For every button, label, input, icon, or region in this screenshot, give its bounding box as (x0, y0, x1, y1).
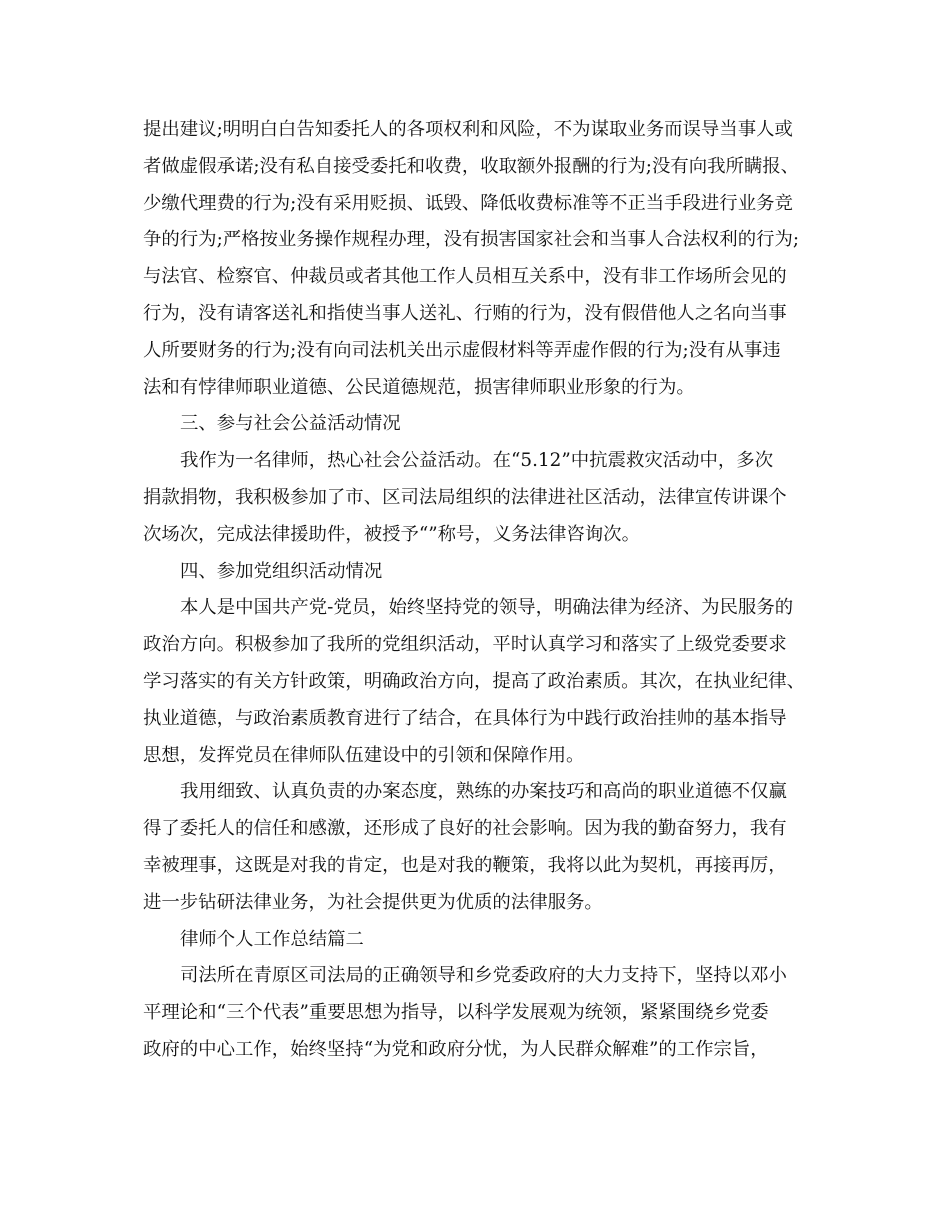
text-line: 政治方向。积极参加了我所的党组织活动，平时认真学习和落实了上级党委要求 (143, 634, 787, 656)
text-line: 法和有悖律师职业道德、公民道德规范，损害律师职业形象的行为。 (143, 376, 695, 398)
text-line: 执业道德，与政治素质教育进行了结合，在具体行为中践行政治挂帅的基本指导 (143, 707, 787, 729)
text-line: 政府的中心工作，始终坚持“为党和政府分忧，为人民群众解难”的工作宗旨， (143, 1038, 769, 1060)
text-line: 得了委托人的信任和感激，还形成了良好的社会影响。因为我的勤奋努力，我有 (143, 818, 787, 840)
text-line: 思想，发挥党员在律师队伍建设中的引领和保障作用。 (143, 744, 585, 766)
text-line: 少缴代理费的行为;没有采用贬损、诋毁、降低收费标准等不正当手段进行业务竞 (143, 192, 793, 214)
text-line: 平理论和“三个代表”重要思想为指导，以科学发展观为统领，紧紧围绕乡党委 (143, 1002, 769, 1024)
section-heading: 四、参加党组织活动情况 (180, 560, 383, 582)
text-line: 进一步钻研法律业务，为社会提供更为优质的法律服务。 (143, 891, 603, 913)
text-line: 司法所在青原区司法局的正确领导和乡党委政府的大力支持下，坚持以邓小 (180, 965, 787, 987)
section-heading: 三、参与社会公益活动情况 (180, 413, 401, 435)
text-line: 人所要财务的行为;没有向司法机关出示虚假材料等弄虚作假的行为;没有从事违 (143, 339, 781, 361)
text-line: 者做虚假承诺;没有私自接受委托和收费，收取额外报酬的行为;没有向我所瞒报、 (143, 155, 800, 177)
text-line: 行为，没有请客送礼和指使当事人送礼、行贿的行为，没有假借他人之名向当事 (143, 302, 787, 324)
text-line: 幸被理事，这既是对我的肯定，也是对我的鞭策，我将以此为契机，再接再厉， (143, 854, 787, 876)
text-line: 与法官、检察官、仲裁员或者其他工作人员相互关系中，没有非工作场所会见的 (143, 266, 787, 288)
text-line: 提出建议;明明白白告知委托人的各项权利和风险，不为谋取业务而误导当事人或 (143, 119, 793, 140)
text-line: 次场次，完成法律援助件，被授予“”称号，义务法律咨询次。 (143, 523, 640, 545)
section-heading: 律师个人工作总结篇二 (180, 928, 364, 950)
text-line: 我作为一名律师，热心社会公益活动。在“5.12”中抗震救灾活动中，多次 (180, 450, 774, 472)
text-line: 争的行为;严格按业务操作规程办理，没有损害国家社会和当事人合法权利的行为; (143, 229, 800, 251)
text-line: 捐款捐物，我积极参加了市、区司法局组织的法律进社区活动，法律宣传讲课个 (143, 486, 787, 508)
document-page (143, 112, 808, 1069)
text-line: 我用细致、认真负责的办案态度，熟练的办案技巧和高尚的职业道德不仅赢 (180, 781, 787, 803)
text-line: 本人是中国共产党-党员，始终坚持党的领导，明确法律为经济、为民服务的 (180, 597, 794, 619)
text-line: 学习落实的有关方针政策，明确政治方向，提高了政治素质。其次，在执业纪律、 (143, 670, 806, 692)
